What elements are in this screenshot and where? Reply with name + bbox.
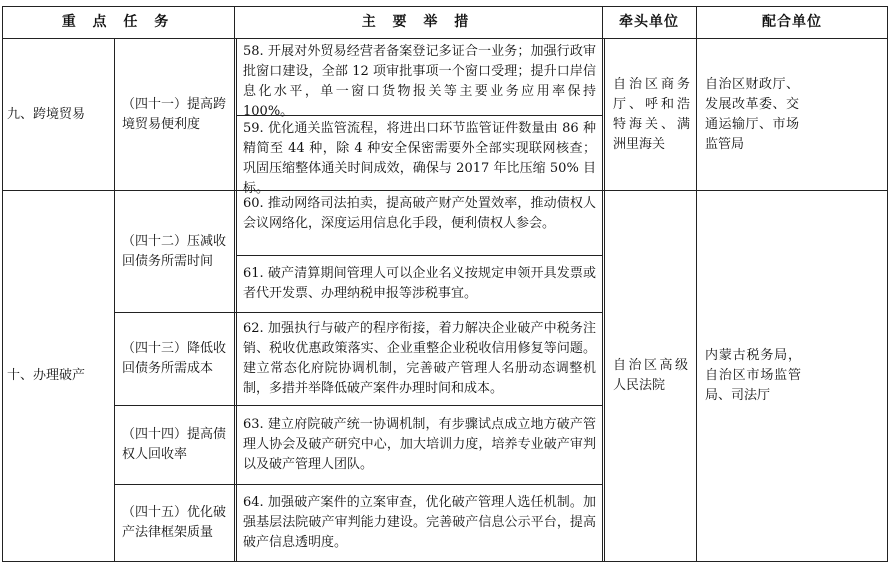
- measure-60: 60. 推动网络司法拍卖，提高破产财产处置效率，推动债权人会议网络化，深度运用信息化手段，便利债权人参会。: [243, 196, 596, 231]
- col-divider-2: [234, 6, 235, 562]
- header-lead-unit: 牵头单位: [619, 14, 679, 30]
- measure-63: 63. 建立府院破产统一协调机制，有步骤试点成立地方破产管理人协会及破产研究中心，加大培训力度，培养专业破产审判以及破产管理人团队。: [243, 417, 596, 472]
- header-measures: 主 要 举 措: [361, 14, 475, 30]
- subtask-label: （四十二）压减收回债务所需时间: [122, 233, 227, 269]
- subtask-label: （四十三）降低收回债务所需成本: [122, 341, 227, 376]
- measure-59: 59. 优化通关监管流程，将进出口环节监管证件数量由 86 种精简至 44 种，除 4 种安全保密需要外全部实现联网核查；巩固压缩整体通关时间成效，确保与 2017 年比压缩 50% 目标。: [243, 121, 596, 196]
- subtask-label: （四十四）提高债权人回收率: [122, 427, 227, 462]
- measure-64: 64. 加强破产案件的立案审查，优化破产管理人选任机制。加强基层法院破产审判能力建设。完善破产信息公示平台，提高破产信息透明度。: [243, 495, 596, 550]
- section-name: 九、跨境贸易: [7, 106, 86, 122]
- subtask-label: （四十五）优化破产法律框架质量: [122, 505, 227, 540]
- measure-62: 62. 加强执行与破产的程序衔接，着力解决企业破产中税务注销、税收优惠政策落实、企业重整企业税收信用修复等问题。建立常态化府院协调机制，完善破产管理人名册动态调整机制，多措并举降低破产案件办理时间和成本。: [243, 321, 596, 396]
- header-task: 重 点 任 务: [61, 14, 175, 30]
- coop-unit: 内蒙古税务局，自治区市场监管局、司法厅: [705, 348, 801, 403]
- lead-unit: 自治区高级人民法院: [613, 358, 688, 393]
- table-border-bottom: [2, 561, 888, 562]
- table-border-right: [887, 6, 888, 562]
- header-coop-unit: 配合单位: [762, 14, 822, 30]
- lead-unit: 自治区商务厅、呼和浩特海关、满洲里海关: [613, 76, 690, 152]
- subtask-label: （四十一）提高跨境贸易便利度: [122, 96, 227, 132]
- measure-61: 61. 破产清算期间管理人可以企业名义按规定申领开具发票或者代开发票、办理纳税申报等涉税事宜。: [243, 266, 596, 301]
- measure-58: 58. 开展对外贸易经营者备案登记多证合一业务；加强行政审批窗口建设，全部 12 项审批事项一个窗口受理；提升口岸信息化水平，单一窗口货物报关等主要业务应用率保持 100%。: [243, 44, 596, 119]
- coop-unit: 自治区财政厅、发展改革委、交通运输厅、市场监管局: [705, 76, 799, 152]
- table-border-left: [2, 6, 3, 562]
- section-name: 十、办理破产: [7, 368, 86, 383]
- col-divider-4: [602, 6, 603, 562]
